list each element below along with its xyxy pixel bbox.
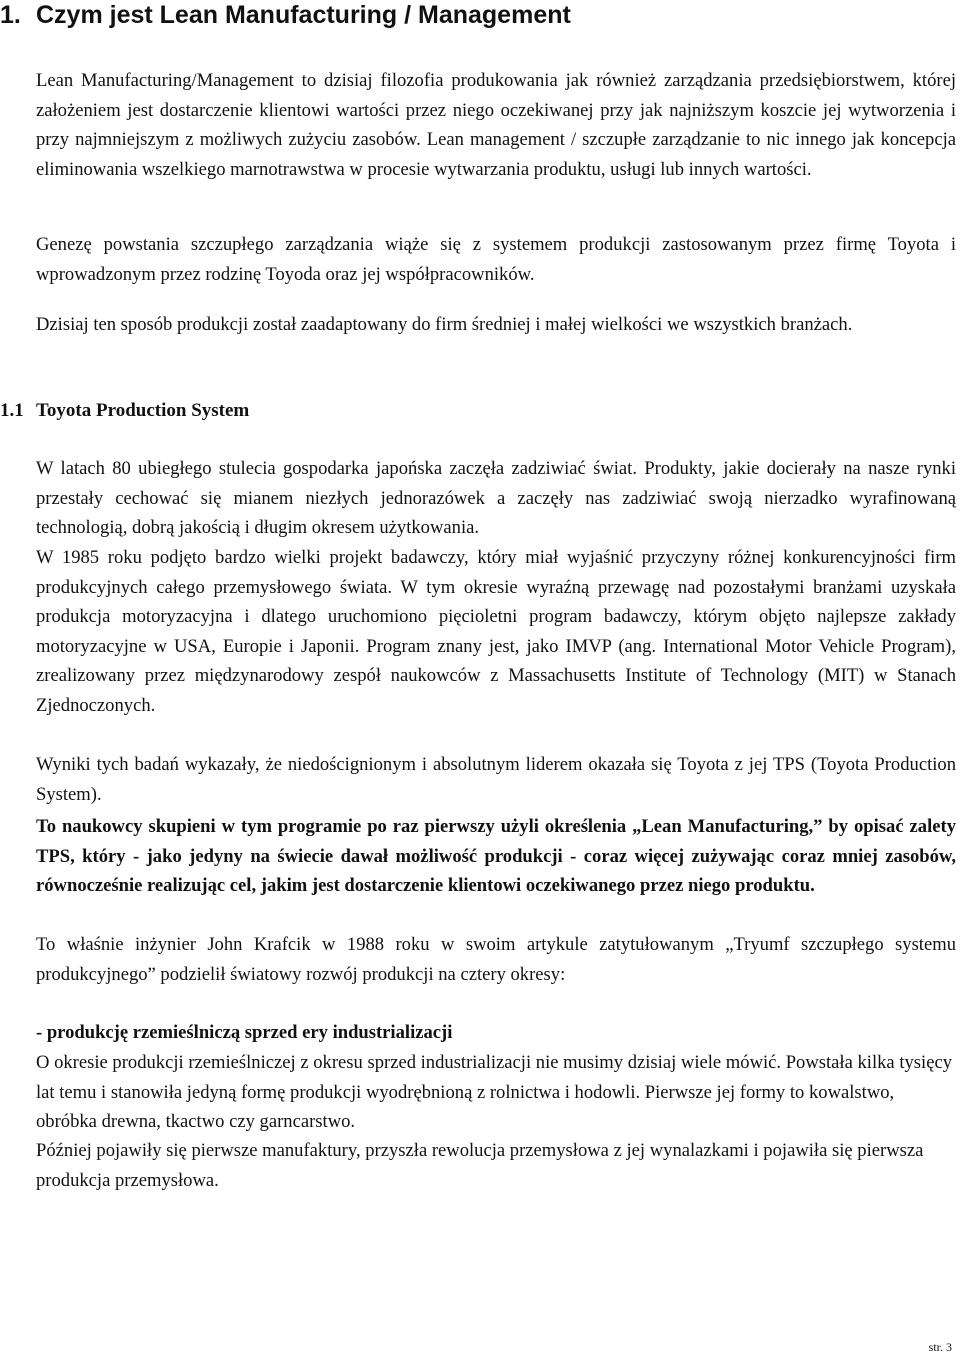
chapter-title: Czym jest Lean Manufacturing / Management <box>36 1 571 29</box>
section-heading <box>0 398 249 424</box>
section-title: Toyota Production System <box>36 400 250 421</box>
intro-paragraph-3: Dzisiaj ten sposób produkcji został zaadaptowany do firm średniej i małej wielkości we wszystkich branżach. <box>36 314 853 335</box>
body-paragraph-craft: O okresie produkcji rzemieślniczej z okresu sprzed industrializacji nie musimy dzisiaj wiele mówić. Powstała kilka tysięcy lat temu i stanowiła jedyną formę produkcji wyodrębnioną z rolnictwa i hodowli. Pierwsze jej formy to kowalstwo, obróbka drewna, tkactwo czy garncarstwo. <box>36 1052 952 1132</box>
body-paragraph-80s: W latach 80 ubiegłego stulecia gospodarka japońska zaczęła zadziwiać świat. Produkty, jakie docierały na nasze rynki przestały cechować się mianem niezłych jednorazówek a zaczęły nas zadziwiać swoją nierzadko wyrafinowaną technologią, dobrą jakością i długim okresem użytkowania. <box>36 458 956 538</box>
sub-heading-craft-production: - produkcję rzemieślniczą sprzed ery industrializacji <box>36 1022 453 1043</box>
body-paragraph-results: Wyniki tych badań wykazały, że niedoścignionym i absolutnym liderem okazała się Toyota z jej TPS (Toyota Production System). <box>36 754 956 805</box>
intro-paragraph-2: Genezę powstania szczupłego zarządzania wiąże się z systemem produkcji zastosowanym przez firmę Toyota i wprowadzonym przez rodzinę Toyoda oraz jej współpracowników. <box>36 234 956 285</box>
body-paragraph-lean-definition: To naukowcy skupieni w tym programie po raz pierwszy użyli określenia „Lean Manufacturing,” by opisać zalety TPS, który - jako jedyny na świecie dawał możliwość produkcji - coraz więcej zużywając coraz mniej zasobów, równocześnie realizując cel, jakim jest dostarczenie klientowi oczekiwanego przez niego produktu. <box>36 816 956 896</box>
body-paragraph-manufactures: Później pojawiły się pierwsze manufaktury, przyszła rewolucja przemysłowa z jej wynalazkami i pojawiła się pierwsza produkcja przemysłowa. <box>36 1140 924 1191</box>
section-number: 1.1 <box>0 400 24 421</box>
body-paragraph-1985: W 1985 roku podjęto bardzo wielki projekt badawczy, który miał wyjaśnić przyczyny różnej konkurencyjności firm produkcyjnych całego przemysłowego świata. W tym okresie wyraźną przewagę nad pozostałymi branżami uzyskała produkcja motoryzacyjna i dlatego uruchomiono pięcioletni program badawczy, którym objęto najlepsze zakłady motoryzacyjne w USA, Europie i Japonii. Program znany jest, jako IMVP (ang. International Motor Vehicle Program), zrealizowany przez międzynarodowy zespół naukowców z Massachusetts Institute of Technology (MIT) w Stanach Zjednoczonych. <box>36 547 956 716</box>
body-paragraph-krafcik: To właśnie inżynier John Krafcik w 1988 roku w swoim artykule zatytułowanym „Tryumf szczupłego systemu produkcyjnego” podzielił światowy rozwój produkcji na cztery okresy: <box>36 934 956 985</box>
page-number: str. 3 <box>928 1340 952 1354</box>
chapter-heading <box>0 0 940 30</box>
intro-paragraph-1: Lean Manufacturing/Management to dzisiaj filozofia produkowania jak również zarządzania przedsiębiorstwem, której założeniem jest dostarczenie klientowi wartości przez niego oczekiwanej przy jak najniższym koszcie jej wytworzenia i przy najmniejszym z możliwych zużyciu zasobów. Lean management / szczupłe zarządzanie to nic innego jak koncepcja eliminowania wszelkiego marnotrawstwa w procesie wytwarzania produktu, usługi lub innych wartości. <box>36 70 956 180</box>
chapter-number: 1. <box>0 1 21 29</box>
